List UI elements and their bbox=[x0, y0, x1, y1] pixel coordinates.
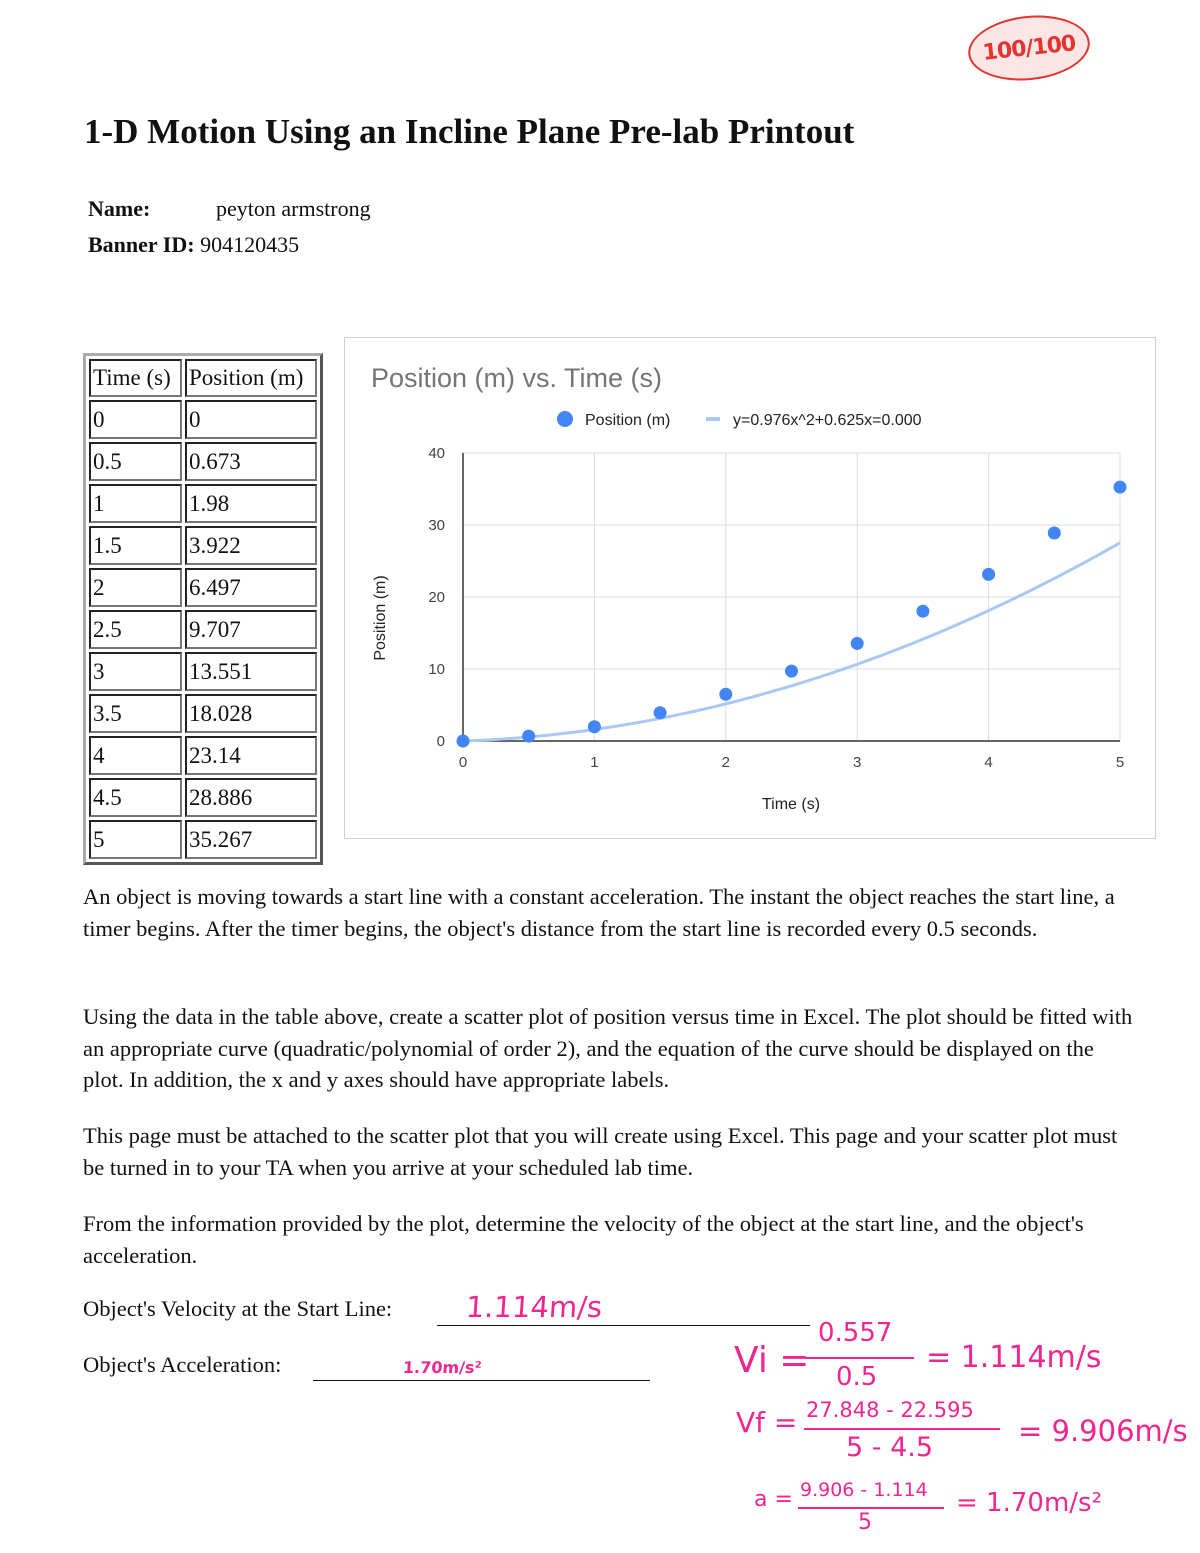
vi-result: = 1.114m/s bbox=[926, 1340, 1102, 1375]
time-cell: 4.5 bbox=[89, 778, 182, 817]
vf-denominator: 5 - 4.5 bbox=[846, 1432, 934, 1463]
time-cell: 0.5 bbox=[89, 442, 182, 481]
x-tick-label: 5 bbox=[1115, 754, 1125, 771]
legend-label-trendline: y=0.976x^2+0.625x=0.000 bbox=[733, 412, 922, 429]
vf-fraction-bar bbox=[804, 1428, 1000, 1430]
a-numerator: 9.906 - 1.114 bbox=[800, 1479, 928, 1501]
acceleration-answer: 1.70m/s² bbox=[402, 1358, 483, 1377]
table-row bbox=[89, 400, 317, 439]
time-cell: 2 bbox=[89, 568, 182, 607]
position-cell: 28.886 bbox=[185, 778, 317, 817]
time-cell: 0 bbox=[89, 400, 182, 439]
chart-gridlines bbox=[463, 453, 1120, 741]
legend-marker-trendline bbox=[706, 417, 720, 421]
vf-numerator: 27.848 - 22.595 bbox=[806, 1398, 974, 1422]
data-point bbox=[588, 720, 601, 733]
table-header-row bbox=[89, 359, 317, 397]
position-time-chart bbox=[344, 337, 1156, 839]
time-cell: 4 bbox=[89, 736, 182, 775]
table-row bbox=[89, 442, 317, 481]
position-cell: 23.14 bbox=[185, 736, 317, 775]
data-point bbox=[851, 637, 864, 650]
acceleration-answer-line bbox=[313, 1380, 650, 1381]
time-cell: 3 bbox=[89, 652, 182, 691]
banner-id-row bbox=[88, 232, 299, 258]
chart-y-axis-label: Position (m) bbox=[372, 575, 389, 661]
table-row bbox=[89, 736, 317, 775]
position-cell: 9.707 bbox=[185, 610, 317, 649]
vi-numerator: 0.557 bbox=[818, 1318, 893, 1348]
position-cell: 35.267 bbox=[185, 820, 317, 859]
data-table bbox=[83, 353, 323, 865]
position-cell: 3.922 bbox=[185, 526, 317, 565]
position-cell: 0.673 bbox=[185, 442, 317, 481]
data-point bbox=[982, 568, 995, 581]
y-tick-label: 20 bbox=[428, 589, 445, 606]
time-cell: 3.5 bbox=[89, 694, 182, 733]
x-tick-label: 0 bbox=[458, 754, 468, 771]
name-value: peyton armstrong bbox=[216, 196, 371, 221]
x-tick-label: 1 bbox=[590, 754, 599, 771]
time-cell: 1.5 bbox=[89, 526, 182, 565]
chart-canvas bbox=[345, 338, 1155, 838]
data-point bbox=[1114, 481, 1127, 494]
table-row bbox=[89, 694, 317, 733]
position-cell: 18.028 bbox=[185, 694, 317, 733]
y-tick-label: 30 bbox=[428, 517, 445, 534]
y-tick-label: 40 bbox=[428, 445, 445, 462]
chart-title: Position (m) vs. Time (s) bbox=[371, 363, 663, 393]
data-point bbox=[785, 665, 798, 678]
data-point bbox=[457, 735, 470, 748]
vf-label: Vf = bbox=[736, 1406, 798, 1439]
data-point bbox=[654, 706, 667, 719]
table-row bbox=[89, 568, 317, 607]
instructions-paragraph-4: From the information provided by the plot, determine the velocity of the object at the start line, and the object's acceleration. bbox=[83, 1211, 1084, 1268]
instructions-paragraph-2: Using the data in the table above, create a scatter plot of position versus time in Excel. The plot should be fitted with an appropriate curve (quadratic/polynomial of order 2), and the equation of the curve should be displayed on the plot. In addition, the x and y axes should have appropriate labels. bbox=[83, 1004, 1133, 1092]
name-label: Name: bbox=[88, 196, 151, 221]
legend-label-position: Position (m) bbox=[585, 412, 671, 429]
trendline-curve bbox=[463, 543, 1120, 741]
table-row bbox=[89, 820, 317, 859]
vf-result: = 9.906m/s bbox=[1018, 1414, 1188, 1448]
page-title: 1-D Motion Using an Incline Plane Pre-lab Printout bbox=[84, 112, 855, 151]
vi-fraction-bar bbox=[804, 1357, 914, 1359]
x-tick-label: 4 bbox=[984, 754, 993, 771]
table-row bbox=[89, 778, 317, 817]
vi-denominator: 0.5 bbox=[836, 1362, 878, 1392]
a-label: a = bbox=[754, 1487, 793, 1512]
time-cell: 1 bbox=[89, 484, 182, 523]
x-tick-label: 3 bbox=[853, 754, 862, 771]
time-column-header: Time (s) bbox=[89, 359, 182, 397]
name-row bbox=[88, 196, 371, 222]
position-cell: 0 bbox=[185, 400, 317, 439]
chart-x-axis-label: Time (s) bbox=[761, 796, 821, 813]
table-row bbox=[89, 652, 317, 691]
banner-id-value: 904120435 bbox=[200, 232, 300, 257]
grade-mark: 100/100 bbox=[965, 10, 1093, 86]
instructions-paragraph-1: An object is moving towards a start line with a constant acceleration. The instant the object reaches the start line, a timer begins. After the timer begins, the object's distance from the start line is recorded every 0.5 seconds. bbox=[83, 884, 1115, 941]
y-tick-label: 0 bbox=[436, 733, 445, 750]
banner-id-label: Banner ID: bbox=[88, 232, 195, 257]
a-fraction-bar bbox=[798, 1507, 944, 1509]
table-row bbox=[89, 526, 317, 565]
y-tick-label: 10 bbox=[428, 661, 445, 678]
x-tick-label: 2 bbox=[721, 754, 730, 771]
position-column-header: Position (m) bbox=[185, 359, 317, 397]
a-denominator: 5 bbox=[858, 1510, 872, 1535]
table-row bbox=[89, 610, 317, 649]
data-point bbox=[1048, 527, 1061, 540]
a-result: = 1.70m/s² bbox=[956, 1488, 1102, 1518]
position-cell: 13.551 bbox=[185, 652, 317, 691]
velocity-answer-line bbox=[437, 1325, 810, 1326]
chart-points bbox=[457, 481, 1127, 748]
velocity-label: Object's Velocity at the Start Line: bbox=[83, 1296, 393, 1321]
acceleration-label: Object's Acceleration: bbox=[83, 1352, 282, 1377]
time-cell: 2.5 bbox=[89, 610, 182, 649]
data-point bbox=[719, 688, 732, 701]
data-point bbox=[916, 605, 929, 618]
table-row bbox=[89, 484, 317, 523]
data-point bbox=[522, 730, 535, 743]
velocity-answer: 1.114m/s bbox=[464, 1290, 604, 1324]
instructions-paragraph-3: This page must be attached to the scatter plot that you will create using Excel. This page and your scatter plot must be turned in to your TA when you arrive at your scheduled lab time. bbox=[83, 1123, 1118, 1180]
chart-trendline bbox=[463, 543, 1120, 741]
vi-label: Vi = bbox=[734, 1340, 810, 1381]
position-cell: 6.497 bbox=[185, 568, 317, 607]
legend-marker-position bbox=[557, 411, 573, 427]
chart-tick-labels bbox=[428, 445, 1124, 771]
time-cell: 5 bbox=[89, 820, 182, 859]
position-cell: 1.98 bbox=[185, 484, 317, 523]
